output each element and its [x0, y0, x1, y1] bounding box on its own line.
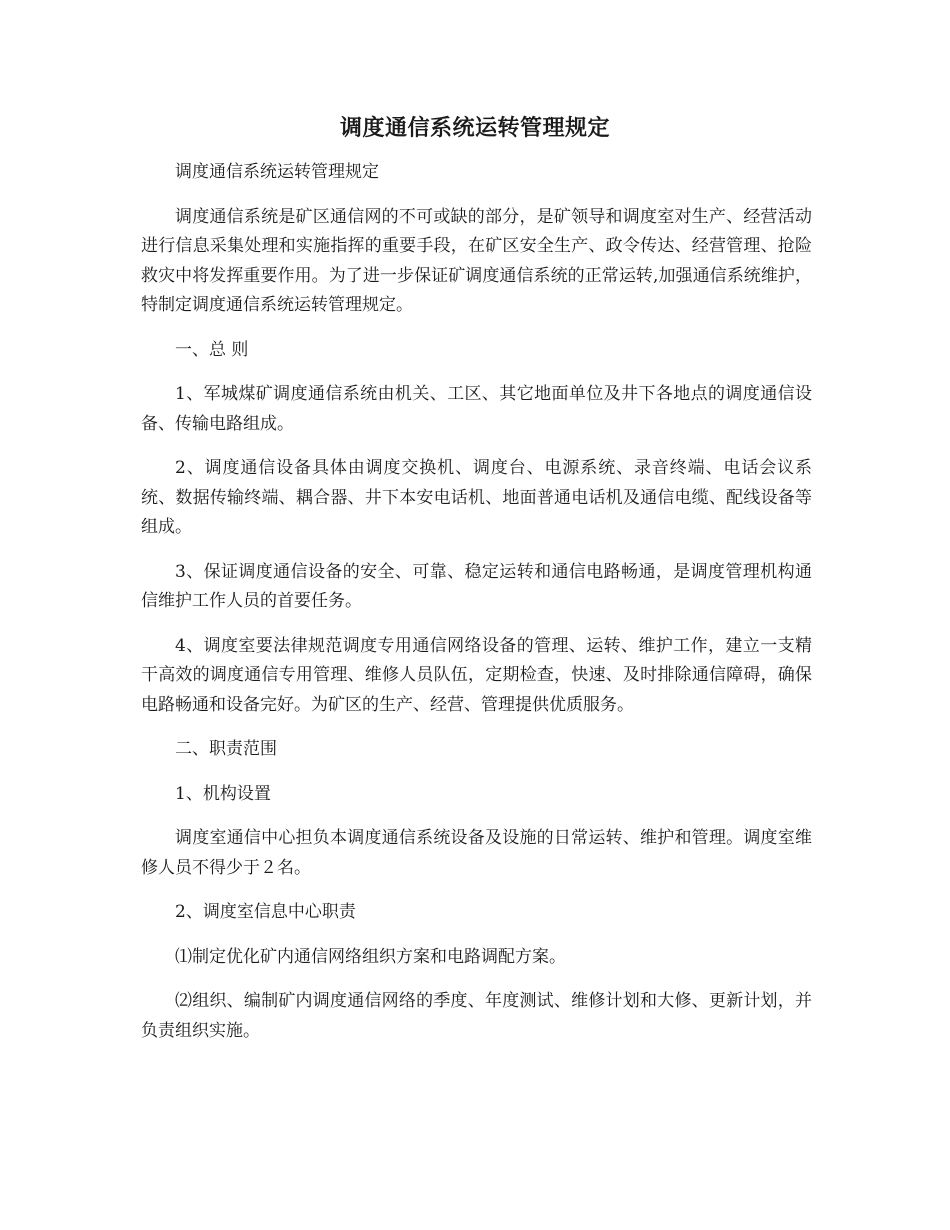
general-item-2: 2、调度通信设备具体由调度交换机、调度台、电源系统、录音终端、电话会议系统、数据传输终端、耦合器、井下本安电话机、地面普通电话机及通信电缆、配线设备等组成。 — [141, 458, 812, 537]
section-heading-responsibilities: 二、职责范围 — [175, 739, 277, 759]
responsibility-heading-1: 1、机构设置 — [175, 783, 271, 804]
duty-item-1: ⑴制定优化矿内通信网络组织方案和电路调配方案。 — [175, 946, 566, 967]
section-heading-general: 一、总 则 — [175, 339, 249, 360]
general-item-3: 3、保证调度通信设备的安全、可靠、稳定运转和通信电路畅通，是调度管理机构通信维护工作人员的首要任务。 — [141, 561, 812, 611]
subtitle-paragraph: 调度通信系统运转管理规定 — [175, 162, 379, 182]
general-item-4: 4、调度室要法律规范调度专用通信网络设备的管理、运转、维护工作，建立一支精干高效的调度通信专用管理、维修人员队伍，定期检查，快速、及时排除通信障碍，确保电路畅通和设备完好。为矿区的生产、经营、管理提供优质服务。 — [141, 635, 812, 715]
document-title: 调度通信系统运转管理规定 — [339, 115, 610, 141]
duty-item-2: ⑵组织、编制矿内调度通信网络的季度、年度测试、维修计划和大修、更新计划，并负责组织实施。 — [141, 991, 812, 1041]
responsibility-heading-2: 2、调度室信息中心职责 — [175, 902, 356, 922]
general-item-1: 1、军城煤矿调度通信系统由机关、工区、其它地面单位及井下各地点的调度通信设备、传输电路组成。 — [141, 384, 812, 434]
intro-paragraph: 调度通信系统是矿区通信网的不可或缺的部分，是矿领导和调度室对生产、经营活动进行信息采集处理和实施指挥的重要手段，在矿区安全生产、政令传达、经营管理、抢险救灾中将发挥重要作用。为了进一步保证矿调度通信系统的正常运转,加强通信系统维护，特制定调度通信系统运转管理规定。 — [141, 206, 812, 315]
document-body — [141, 158, 812, 1061]
responsibility-paragraph-1: 调度室通信中心担负本调度通信系统设备及设施的日常运转、维护和管理。调度室维修人员不得少于２名。 — [141, 828, 812, 878]
